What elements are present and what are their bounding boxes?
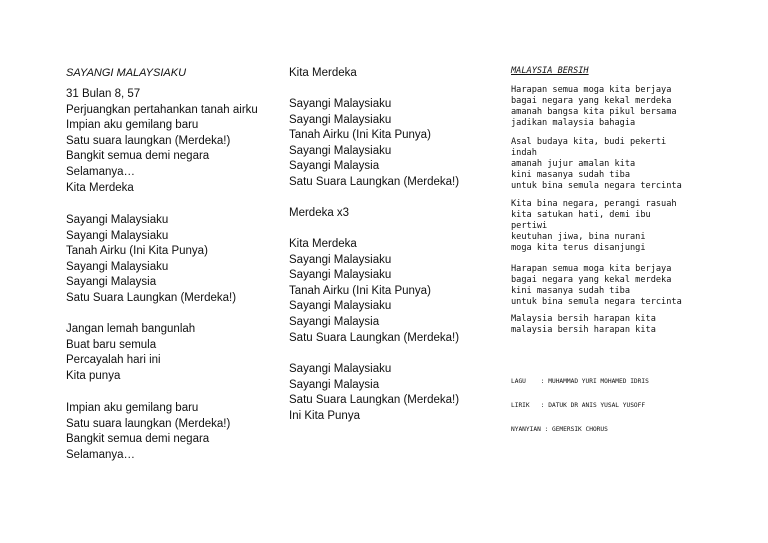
credit-line-singer: NYANYIAN : GEMERSIK CHORUS [511, 426, 608, 433]
stanza [511, 314, 656, 336]
lyric-line: jadikan malaysia bahagia [511, 117, 636, 128]
lyric-line: Sayangi Malaysiaku [289, 144, 392, 157]
stanza [289, 66, 357, 82]
lyric-line: Selamanya… [66, 165, 136, 178]
lyric-line: Sayangi Malaysiaku [289, 363, 392, 375]
stanza [289, 362, 459, 424]
lyric-line: Satu suara laungkan (Merdeka!) [66, 417, 231, 430]
credit-line-composer: LAGU : MUHAMMAD YURI MOHAMED IDRIS [511, 378, 649, 385]
lyric-line: Sayangi Malaysiaku [66, 229, 169, 242]
lyric-line: Sayangi Malaysiaku [289, 98, 392, 110]
lyric-line: Sayangi Malaysiaku [289, 253, 392, 266]
lyric-line: amanah bangsa kita pikul bersama [511, 106, 677, 117]
lyric-line: Percayalah hari ini [66, 354, 161, 367]
song-title-sayangi-malaysiaku: SAYANGI MALAYSIAKU [66, 67, 187, 79]
lyric-line: amanah jujur amalan kita [511, 158, 636, 169]
lyric-line: keutuhan jiwa, bina nurani [511, 231, 646, 242]
stanza [66, 322, 195, 384]
stanza [289, 237, 459, 346]
lyric-line: Sayangi Malaysiaku [66, 260, 169, 273]
lyric-line: Harapan semua moga kita berjaya [511, 85, 672, 95]
lyric-line: Sayangi Malaysia [289, 160, 380, 173]
lyric-line: Sayangi Malaysiaku [289, 269, 392, 282]
stanza [511, 199, 677, 253]
lyric-line: Impian aku gemilang baru [66, 119, 199, 132]
lyric-line: Sayangi Malaysiaku [289, 113, 392, 126]
stanza [511, 264, 682, 308]
stanza [66, 213, 236, 307]
lyric-line: bagai negara yang kekal merdeka [511, 95, 672, 106]
stanza [289, 97, 459, 191]
lyric-line: Sayangi Malaysia [66, 276, 157, 289]
lyric-line: kini masanya sudah tiba [511, 285, 630, 296]
lyric-line: moga kita terus disanjungi [511, 242, 646, 253]
lyric-line: indah [511, 147, 537, 158]
stanza [511, 137, 682, 191]
lyric-line: Sayangi Malaysia [289, 315, 380, 328]
lyric-line: Harapan semua moga kita berjaya [511, 264, 672, 274]
lyric-line: Kita Merdeka [66, 181, 134, 194]
lyric-line: Satu Suara Laungkan (Merdeka!) [289, 394, 460, 407]
lyric-line: Kita punya [66, 369, 121, 382]
lyric-line: untuk bina semula negara tercinta [511, 296, 682, 307]
lyric-line: Impian aku gemilang baru [66, 402, 199, 414]
lyric-line: 31 Bulan 8, 57 [66, 88, 141, 100]
lyric-line: Selamanya… [66, 448, 136, 461]
lyric-line: Sayangi Malaysiaku [66, 214, 169, 226]
lyric-line: Tanah Airku (Ini Kita Punya) [289, 284, 431, 297]
lyric-line: Sayangi Malaysia [289, 378, 380, 391]
lyric-line: pertiwi [511, 220, 548, 231]
lyric-line: Ini Kita Punya [289, 409, 360, 422]
lyric-line: Bangkit semua demi negara [66, 150, 210, 163]
lyric-line: bagai negara yang kekal merdeka [511, 274, 672, 285]
stanza [511, 85, 677, 129]
lyric-line: Kita Merdeka [289, 238, 357, 250]
song-credits [511, 362, 649, 450]
lyric-line: kita satukan hati, demi ibu [511, 209, 651, 220]
lyric-line: Kita bina negara, perangi rasuah [511, 199, 677, 209]
lyric-line: Kita Merdeka [289, 67, 357, 79]
lyric-line: Tanah Airku (Ini Kita Punya) [66, 245, 208, 258]
stanza [66, 87, 258, 196]
lyric-line: Bangkit semua demi negara [66, 433, 210, 446]
lyric-line: Satu Suara Laungkan (Merdeka!) [289, 175, 460, 188]
lyric-line: kini masanya sudah tiba [511, 169, 630, 180]
lyric-line: Jangan lemah bangunlah [66, 323, 196, 335]
lyric-line: Satu Suara Laungkan (Merdeka!) [66, 291, 237, 304]
lyric-line: Satu suara laungkan (Merdeka!) [66, 134, 231, 147]
lyric-line: malaysia bersih harapan kita [511, 324, 656, 335]
lyric-line: Tanah Airku (Ini Kita Punya) [289, 129, 431, 142]
lyric-line: Buat baru semula [66, 338, 157, 351]
lyric-line: Sayangi Malaysiaku [289, 300, 392, 313]
lyric-line: Perjuangkan pertahankan tanah airku [66, 103, 258, 116]
stanza [289, 206, 349, 222]
lyric-line: Malaysia bersih harapan kita [511, 314, 656, 324]
stanza [66, 401, 230, 463]
lyric-line: Merdeka x3 [289, 207, 350, 219]
song-title-malaysia-bersih: MALAYSIA BERSIH [511, 66, 589, 76]
credit-line-lyricist: LIRIK : DATUK DR ANIS YUSAL YUSOFF [511, 402, 646, 409]
lyric-line: Asal budaya kita, budi pekerti [511, 137, 667, 147]
lyric-line: untuk bina semula negara tercinta [511, 180, 682, 191]
lyric-line: Satu Suara Laungkan (Merdeka!) [289, 331, 460, 344]
